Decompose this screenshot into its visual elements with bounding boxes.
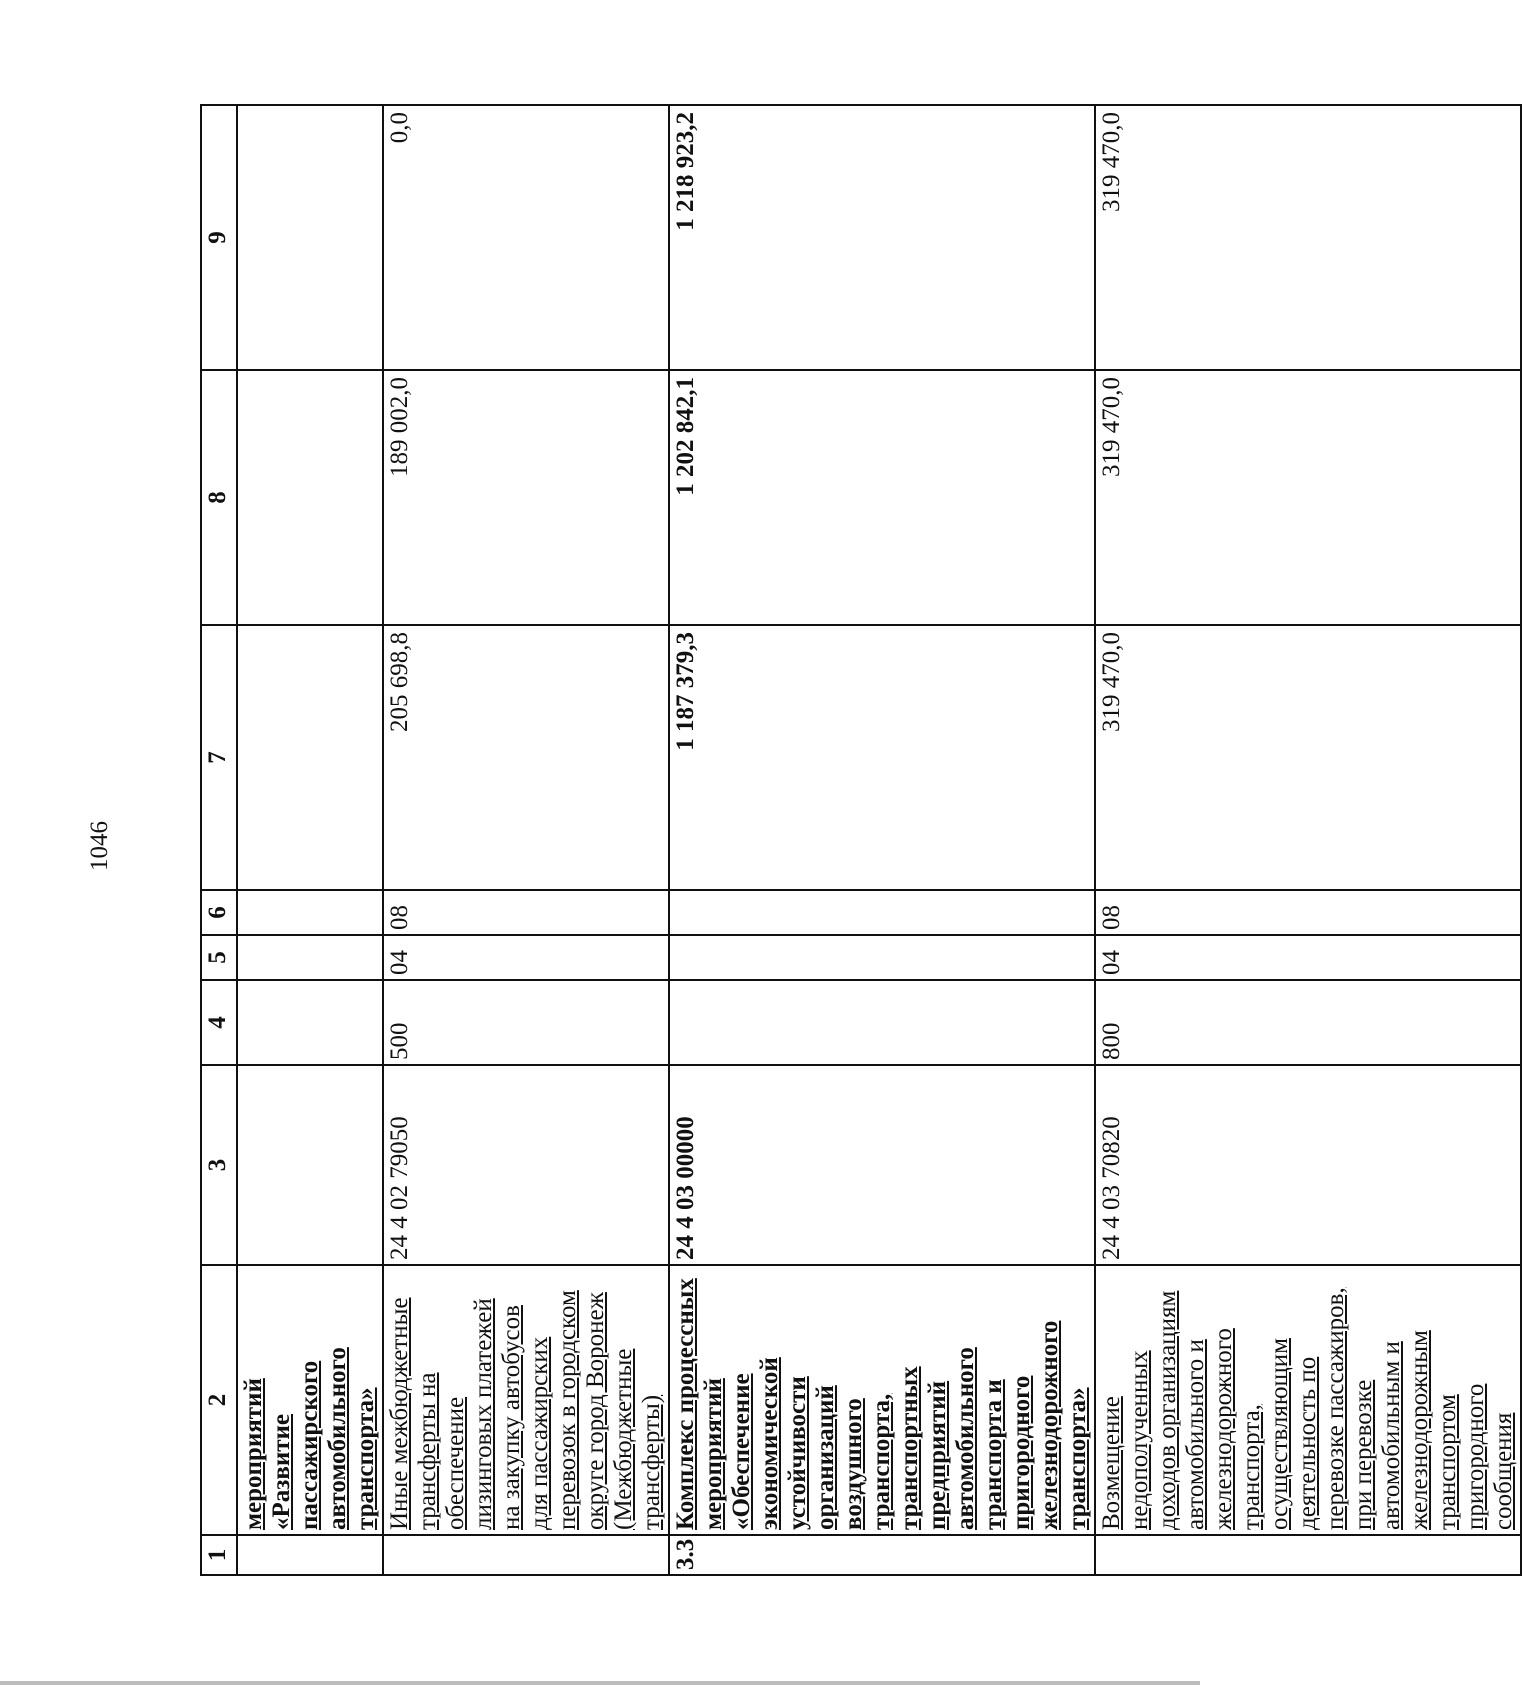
header-cell: 1 [201, 1535, 237, 1575]
table-row [237, 105, 383, 1575]
amount-cell: 319 470,0 [1095, 625, 1521, 890]
table-row [383, 105, 669, 1575]
amount-cell: 1 187 379,3 [669, 625, 1095, 890]
rotated-budget-table [200, 106, 1517, 1576]
row-number-cell [1095, 1535, 1521, 1575]
table-row [669, 105, 1095, 1575]
code-cell [237, 1065, 383, 1265]
header-cell: 8 [201, 370, 237, 625]
cell [237, 935, 383, 980]
cell [669, 935, 1095, 980]
amount-cell: 319 470,0 [1095, 370, 1521, 625]
cell [669, 980, 1095, 1065]
cell [237, 890, 383, 935]
amount-cell: 1 202 842,1 [669, 370, 1095, 625]
amount-cell [237, 370, 383, 625]
header-cell: 4 [201, 980, 237, 1065]
page-number: 1046 [86, 821, 113, 871]
code-cell: 24 4 03 70820 [1095, 1065, 1521, 1265]
table-row [1095, 105, 1521, 1575]
row-number-cell: 3.3 [669, 1535, 1095, 1575]
amount-cell: 189 002,0 [383, 370, 669, 625]
cell: 08 [1095, 890, 1521, 935]
cell: 04 [1095, 935, 1521, 980]
header-cell: 7 [201, 625, 237, 890]
code-cell: 24 4 03 00000 [669, 1065, 1095, 1265]
description-cell: Комплекс процессных мероприятий «Обеспечение экономической устойчивости организаций воздушного транспорта, транспортных предприятий автомобильного транспорта и пригородного железнодорожного транспорта» [669, 1265, 1095, 1535]
amount-cell: 1 218 923,2 [669, 105, 1095, 370]
amount-cell [237, 625, 383, 890]
header-cell: 5 [201, 935, 237, 980]
cell: 500 [383, 980, 669, 1065]
budget-table [200, 104, 1522, 1576]
cell: 04 [383, 935, 669, 980]
cell [237, 980, 383, 1065]
cell: 08 [383, 890, 669, 935]
code-cell: 24 4 02 79050 [383, 1065, 669, 1265]
description-cell: Иные межбюджетные трансферты на обеспечение лизинговых платежей на закупку автобусов для пассажирских перевозок в городском округе город Воронеж (Межбюджетные трансферты) [383, 1265, 669, 1535]
row-number-cell [237, 1535, 383, 1575]
header-cell: 2 [201, 1265, 237, 1535]
header-cell: 9 [201, 105, 237, 370]
scan-edge-line [0, 1681, 1200, 1685]
description-cell: Возмещение недополученных доходов организациям автомобильного и железнодорожного транспорта, осуществляющим деятельность по перевозке пассажиров, при перевозке автомобильным и железнодорожным транспортом пригородного сообщения [1095, 1265, 1521, 1535]
amount-cell: 0,0 [383, 105, 669, 370]
header-row [201, 105, 237, 1575]
cell [669, 890, 1095, 935]
amount-cell [237, 105, 383, 370]
cell: 800 [1095, 980, 1521, 1065]
amount-cell: 319 470,0 [1095, 105, 1521, 370]
amount-cell: 205 698,8 [383, 625, 669, 890]
row-number-cell [383, 1535, 669, 1575]
header-cell: 3 [201, 1065, 237, 1265]
header-cell: 6 [201, 890, 237, 935]
description-cell: мероприятий «Развитие пассажирского автомобильного транспорта» [237, 1265, 383, 1535]
